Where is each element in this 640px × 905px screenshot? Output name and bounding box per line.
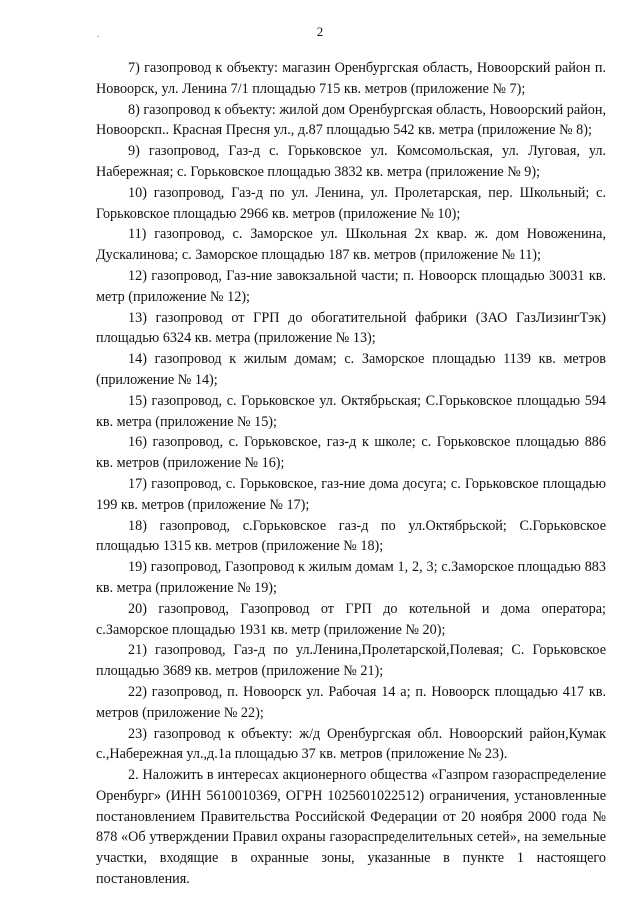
list-item-22: 22) газопровод, п. Новоорск ул. Рабочая 14 а; п. Новоорск площадью 417 кв. метров (приложение № 22); (96, 683, 606, 721)
list-item-14: 14) газопровод к жилым домам; с. Заморское площадью 1139 кв. метров (приложение № 14); (96, 351, 606, 388)
list-item-23: 23) газопровод к объекту: ж/д Оренбургская обл. Новоорский район,Кумак с.,Набережная ул.,д.1а площадью 37 кв. метров (приложение № 23). (96, 725, 606, 763)
list-item-19: 19) газопровод, Газопровод к жилым домам 1, 2, 3; с.Заморское площадью 883 кв. метра (приложение № 19); (96, 559, 606, 596)
list-item-17: 17) газопровод, с. Горьковское, газ-ние дома досуга; с. Горьковское площадью 199 кв. метров (приложение № 17); (96, 475, 606, 513)
list-item-7: 7) газопровод к объекту: магазин Оренбургская область, Новоорский район п. Новоорск, ул. Ленина 7/1 площадью 715 кв. метров (приложение № 7); (96, 60, 606, 97)
list-item-9: 9) газопровод, Газ-д с. Горьковское ул. Комсомольская, ул. Луговая, ул. Набережная; с. Горьковское площадью 3832 кв. метра (приложение № 9); (96, 143, 606, 180)
list-item-10: 10) газопровод, Газ-д по ул. Ленина, ул. Пролетарская, пер. Школьный; с. Горьковское площадью 2966 кв. метров (приложение № 10); (96, 184, 606, 222)
list-item-21: 21) газопровод, Газ-д по ул.Ленина,Пролетарской,Полевая; С. Горьковское площадью 3689 кв. метров (приложение № 21); (96, 642, 606, 680)
list-item-16: 16) газопровод, с. Горьковское, газ-д к школе; с. Горьковское площадью 886 кв. метров (приложение № 16); (96, 434, 606, 472)
stray-mark: . (97, 29, 100, 40)
list-item-13: 13) газопровод от ГРП до обогатительной фабрики (ЗАО ГазЛизингТэк) площадью 6324 кв. метра (приложение № 13); (96, 309, 606, 347)
list-item-18: 18) газопровод, с.Горьковское газ-д по ул.Октябрьской; С.Горьковское площадью 1315 кв. метров (приложение № 18); (96, 517, 606, 555)
list-item-12: 12) газопровод, Газ-ние завокзальной части; п. Новоорск площадью 30031 кв. метр (приложение № 12); (96, 267, 606, 305)
list-item-8: 8) газопровод к объекту: жилой дом Оренбургская область, Новоорский район, Новоорскп.. Красная Пресня ул., д.87 площадью 542 кв. метра (приложение № 8); (96, 101, 606, 139)
list-item-15: 15) газопровод, с. Горьковское ул. Октябрьская; С.Горьковское площадью 594 кв. метра (приложение № 15); (96, 392, 606, 430)
page-number: 2 (316, 24, 324, 39)
list-item-20: 20) газопровод, Газопровод от ГРП до котельной и дома оператора; с.Заморское площадью 1931 кв. метр (приложение № 20); (96, 600, 606, 638)
list-item-11: 11) газопровод, с. Заморское ул. Школьная 2х квар. ж. дом Новоженина, Дускалинова; с. Заморское площадью 187 кв. метров (приложение № 11); (96, 226, 606, 264)
section-2-paragraph: 2. Наложить в интересах акционерного общества «Газпром газораспределение Оренбург» (ИНН 5610010369, ОГРН 1025601022512) ограничения, установленные постановлением Правительства Российской Федерации от 20 ноября 2000 года № 878 «Об утверждении Правил охраны газораспределительных сетей», на земельные участки, входящие в охранные зоны, указанные в пункте 1 настоящего постановления. (96, 767, 606, 888)
document-body (96, 58, 606, 890)
